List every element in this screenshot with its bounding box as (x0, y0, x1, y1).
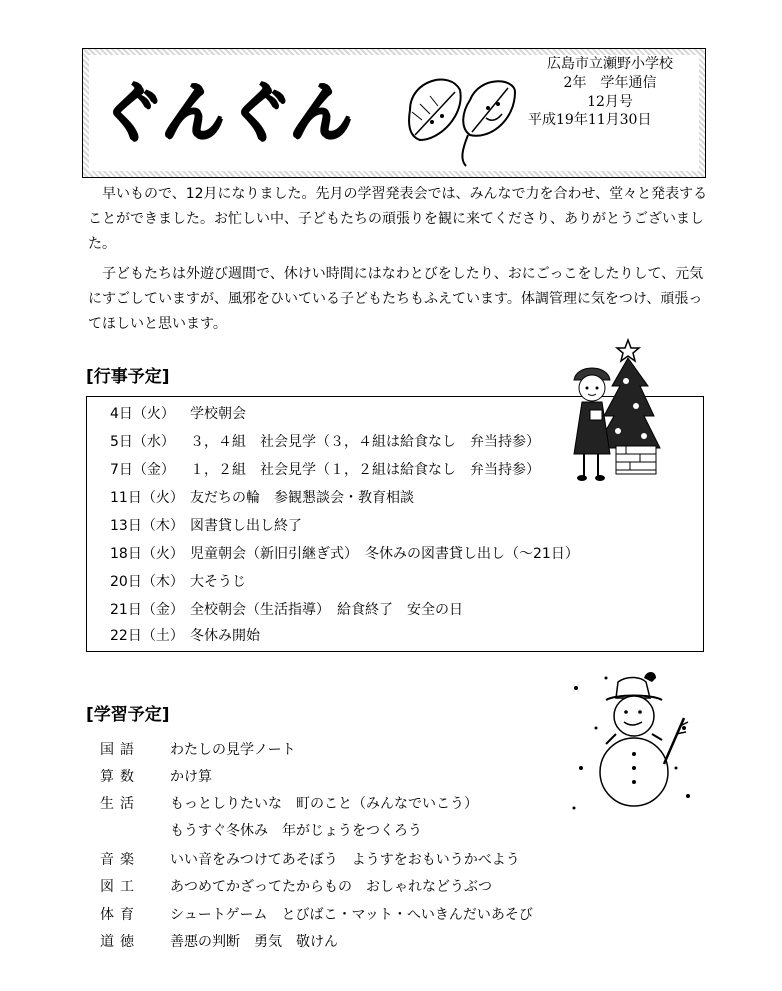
event-row: 5日（水） ３，４組 社会見学（３，４組は給食なし 弁当持参） (110, 434, 540, 450)
school-name: 広島市立瀬野小学校 (547, 56, 673, 72)
study-row: もうすぐ冬休み 年がじょうをつくろう (170, 823, 422, 839)
masthead-title: ぐんぐん (93, 73, 361, 151)
study-row: 道徳 善悪の判断 勇気 敬けん (100, 934, 338, 950)
health-paragraph: 子どもたちは外遊び週間で、休けい時間にはなわとびをしたり、おにごっこをしたりして、元気にすごしていますが、風邪をひいている子どもたちもふえています。体調管理に気をつけ、頑張ってほしいと思います。 (88, 266, 704, 332)
study-row: 国語 わたしの見学ノート (100, 742, 296, 758)
grade-line: 2年 学年通信 (563, 74, 657, 91)
events-section-title: [行事予定] (86, 367, 170, 387)
intro-paragraph: 早いもので、12月になりました。先月の学習発表会では、みんなで力を合わせ、堂々と発表することができました。お忙しい中、子どもたちの頑張りを観に来てくださり、ありがとうございました。 (88, 186, 708, 252)
study-row: 生活 もっとしりたいな 町のこと（みんなでいこう） (100, 796, 478, 812)
study-row: 音楽 いい音をみつけてあそぼう ようすをおもいうかべよう (100, 852, 520, 868)
study-row: 算数 かけ算 (100, 769, 212, 785)
issue-date: 平成19年11月30日 (528, 112, 652, 129)
event-row: 7日（金） １，２組 社会見学（１，２組は給食なし 弁当持参） (110, 462, 540, 478)
event-row: 20日（木） 大そうじ (110, 574, 246, 590)
leaves-icon (400, 70, 520, 170)
snowman-icon (566, 668, 696, 828)
event-row: 11日（火） 友だちの輪 参観懇談会・教育相談 (110, 490, 414, 506)
event-row: 22日（土） 冬休み開始 (110, 628, 260, 644)
event-row: 4日（火） 学校朝会 (110, 406, 246, 422)
event-row: 13日（木） 図書貸し出し終了 (110, 518, 302, 534)
christmas-tree-girl-icon (568, 336, 668, 488)
school-info (524, 56, 696, 131)
issue-label: 12月号 (587, 93, 633, 110)
study-row: 体育 シュートゲーム とびばこ・マット・へいきんだいあそび (100, 907, 533, 923)
study-row: 図工 あつめてかざってたからもの おしゃれなどうぶつ (100, 879, 492, 895)
event-row: 21日（金） 全校朝会（生活指導） 給食終了 安全の日 (110, 602, 463, 618)
event-row: 18日（火） 児童朝会（新旧引継ぎ式） 冬休みの図書貸し出し（～21日） (110, 546, 579, 562)
study-section-title: [学習予定] (86, 705, 170, 725)
